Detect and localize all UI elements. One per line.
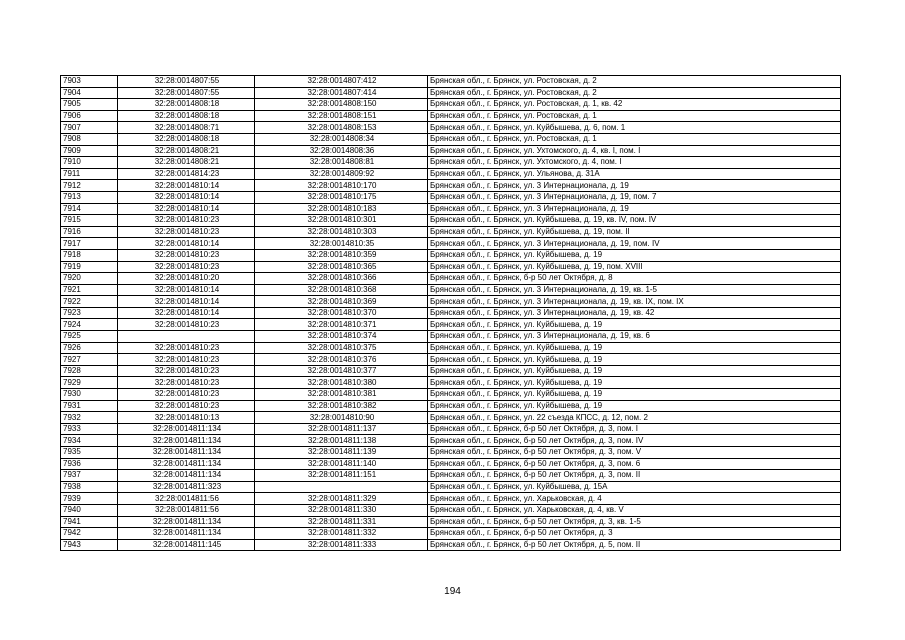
cadastral-block-cell: 32:28:0014811:134: [118, 470, 255, 482]
cadastral-block-cell: 32:28:0014810:14: [118, 284, 255, 296]
row-number-cell: 7923: [61, 307, 118, 319]
row-number-cell: 7931: [61, 400, 118, 412]
cadastral-block-cell: 32:28:0014811:56: [118, 493, 255, 505]
table-row: [61, 145, 841, 157]
cadastral-number-cell: 32:28:0014810:175: [255, 191, 428, 203]
row-number-cell: 7933: [61, 423, 118, 435]
address-cell: Брянская обл., г. Брянск, ул. Куйбышева, д. 19, пом. XVIII: [428, 261, 841, 273]
row-number-cell: 7915: [61, 215, 118, 227]
cadastral-number-cell: 32:28:0014810:382: [255, 400, 428, 412]
row-number-cell: 7925: [61, 331, 118, 343]
cadastral-block-cell: 32:28:0014810:23: [118, 389, 255, 401]
address-cell: Брянская обл., г. Брянск, ул. 3 Интернационала, д. 19, кв. IX, пом. IX: [428, 296, 841, 308]
row-number-cell: 7905: [61, 99, 118, 111]
table-row: [61, 203, 841, 215]
address-cell: Брянская обл., г. Брянск, ул. 22 съезда КПСС, д. 12, пом. 2: [428, 412, 841, 424]
address-cell: Брянская обл., г. Брянск, ул. Харьковская, д. 4: [428, 493, 841, 505]
table-row: [61, 249, 841, 261]
table-row: [61, 528, 841, 540]
row-number-cell: 7936: [61, 458, 118, 470]
table-row: [61, 122, 841, 134]
table-row: [61, 435, 841, 447]
row-number-cell: 7939: [61, 493, 118, 505]
address-cell: Брянская обл., г. Брянск, б-р 50 лет Октября, д. 3, пом. V: [428, 447, 841, 459]
table-row: [61, 238, 841, 250]
cadastral-number-cell: 32:28:0014810:375: [255, 342, 428, 354]
address-cell: Брянская обл., г. Брянск, ул. Харьковская, д. 4, кв. V: [428, 504, 841, 516]
cadastral-block-cell: 32:28:0014810:14: [118, 307, 255, 319]
cadastral-number-cell: 32:28:0014810:381: [255, 389, 428, 401]
table-row: [61, 261, 841, 273]
cadastral-number-cell: 32:28:0014810:371: [255, 319, 428, 331]
cadastral-block-cell: 32:28:0014810:23: [118, 226, 255, 238]
table-row: [61, 493, 841, 505]
cadastral-number-cell: 32:28:0014808:81: [255, 157, 428, 169]
address-cell: Брянская обл., г. Брянск, ул. 3 Интернационала, д. 19, пом. 7: [428, 191, 841, 203]
row-number-cell: 7910: [61, 157, 118, 169]
table-row: [61, 447, 841, 459]
cadastral-block-cell: 32:28:0014808:21: [118, 157, 255, 169]
row-number-cell: 7938: [61, 481, 118, 493]
cadastral-number-cell: 32:28:0014808:150: [255, 99, 428, 111]
address-cell: Брянская обл., г. Брянск, ул. Куйбышева, д. 19: [428, 400, 841, 412]
address-cell: Брянская обл., г. Брянск, ул. 3 Интернационала, д. 19: [428, 203, 841, 215]
cadastral-number-cell: 32:28:0014808:36: [255, 145, 428, 157]
address-cell: Брянская обл., г. Брянск, ул. Куйбышева, д. 19: [428, 342, 841, 354]
address-cell: Брянская обл., г. Брянск, ул. Куйбышева, д. 19: [428, 354, 841, 366]
address-cell: Брянская обл., г. Брянск, ул. Куйбышева, д. 19, кв. IV, пом. IV: [428, 215, 841, 227]
table-row: [61, 319, 841, 331]
row-number-cell: 7937: [61, 470, 118, 482]
row-number-cell: 7920: [61, 273, 118, 285]
address-cell: Брянская обл., г. Брянск, ул. Ульянова, д. 31А: [428, 168, 841, 180]
row-number-cell: 7909: [61, 145, 118, 157]
cadastral-block-cell: 32:28:0014808:18: [118, 99, 255, 111]
cadastral-block-cell: 32:28:0014808:71: [118, 122, 255, 134]
row-number-cell: 7927: [61, 354, 118, 366]
cadastral-block-cell: 32:28:0014810:23: [118, 342, 255, 354]
cadastral-block-cell: 32:28:0014810:23: [118, 261, 255, 273]
cadastral-number-cell: 32:28:0014810:183: [255, 203, 428, 215]
table-row: [61, 307, 841, 319]
cadastral-number-cell: 32:28:0014808:153: [255, 122, 428, 134]
address-cell: Брянская обл., г. Брянск, б-р 50 лет Октября, д. 3, кв. 1-5: [428, 516, 841, 528]
cadastral-number-cell: 32:28:0014810:359: [255, 249, 428, 261]
address-cell: Брянская обл., г. Брянск, ул. Куйбышева, д. 15А: [428, 481, 841, 493]
cadastral-number-cell: 32:28:0014811:330: [255, 504, 428, 516]
table-row: [61, 226, 841, 238]
row-number-cell: 7906: [61, 110, 118, 122]
cadastral-number-cell: 32:28:0014810:301: [255, 215, 428, 227]
row-number-cell: 7924: [61, 319, 118, 331]
cadastral-number-cell: 32:28:0014808:34: [255, 133, 428, 145]
cadastral-block-cell: 32:28:0014810:20: [118, 273, 255, 285]
cadastral-number-cell: 32:28:0014811:151: [255, 470, 428, 482]
row-number-cell: 7908: [61, 133, 118, 145]
cadastral-number-cell: 32:28:0014807:414: [255, 87, 428, 99]
cadastral-block-cell: 32:28:0014810:14: [118, 238, 255, 250]
row-number-cell: 7926: [61, 342, 118, 354]
cadastral-block-cell: 32:28:0014811:134: [118, 516, 255, 528]
cadastral-block-cell: 32:28:0014810:23: [118, 319, 255, 331]
row-number-cell: 7935: [61, 447, 118, 459]
cadastral-number-cell: 32:28:0014811:332: [255, 528, 428, 540]
table-row: [61, 110, 841, 122]
row-number-cell: 7929: [61, 377, 118, 389]
table-row: [61, 99, 841, 111]
address-cell: Брянская обл., г. Брянск, ул. Ростовская, д. 1: [428, 110, 841, 122]
cadastral-number-cell: 32:28:0014811:138: [255, 435, 428, 447]
page-number: 194: [444, 586, 461, 597]
address-cell: Брянская обл., г. Брянск, ул. 3 Интернационала, д. 19: [428, 180, 841, 192]
table-row: [61, 296, 841, 308]
table-row: [61, 389, 841, 401]
table-body: [61, 76, 841, 551]
table-row: [61, 365, 841, 377]
row-number-cell: 7922: [61, 296, 118, 308]
cadastral-block-cell: 32:28:0014810:23: [118, 354, 255, 366]
address-cell: Брянская обл., г. Брянск, б-р 50 лет Октября, д. 3, пом. I: [428, 423, 841, 435]
cadastral-table: [60, 75, 841, 551]
cadastral-block-cell: [118, 331, 255, 343]
table-row: [61, 470, 841, 482]
cadastral-number-cell: 32:28:0014810:368: [255, 284, 428, 296]
row-number-cell: 7912: [61, 180, 118, 192]
cadastral-number-cell: 32:28:0014811:137: [255, 423, 428, 435]
cadastral-number-cell: 32:28:0014811:140: [255, 458, 428, 470]
table-row: [61, 377, 841, 389]
table-row: [61, 516, 841, 528]
cadastral-number-cell: 32:28:0014810:366: [255, 273, 428, 285]
cadastral-block-cell: 32:28:0014810:14: [118, 203, 255, 215]
address-cell: Брянская обл., г. Брянск, ул. 3 Интернационала, д. 19, пом. IV: [428, 238, 841, 250]
table-row: [61, 273, 841, 285]
row-number-cell: 7932: [61, 412, 118, 424]
cadastral-block-cell: 32:28:0014811:145: [118, 539, 255, 551]
cadastral-block-cell: 32:28:0014811:323: [118, 481, 255, 493]
row-number-cell: 7919: [61, 261, 118, 273]
cadastral-number-cell: 32:28:0014810:377: [255, 365, 428, 377]
address-cell: Брянская обл., г. Брянск, ул. Куйбышева, д. 19: [428, 389, 841, 401]
address-cell: Брянская обл., г. Брянск, б-р 50 лет Октября, д. 3, пом. 6: [428, 458, 841, 470]
cadastral-block-cell: 32:28:0014810:23: [118, 365, 255, 377]
cadastral-block-cell: 32:28:0014811:134: [118, 447, 255, 459]
address-cell: Брянская обл., г. Брянск, ул. 3 Интернационала, д. 19, кв. 42: [428, 307, 841, 319]
cadastral-number-cell: 32:28:0014810:365: [255, 261, 428, 273]
row-number-cell: 7934: [61, 435, 118, 447]
cadastral-block-cell: 32:28:0014808:18: [118, 110, 255, 122]
table-row: [61, 458, 841, 470]
address-cell: Брянская обл., г. Брянск, ул. Ухтомского, д. 4, кв. I, пом. I: [428, 145, 841, 157]
cadastral-number-cell: 32:28:0014810:90: [255, 412, 428, 424]
address-cell: Брянская обл., г. Брянск, ул. Куйбышева, д. 6, пом. 1: [428, 122, 841, 134]
table-row: [61, 481, 841, 493]
address-cell: Брянская обл., г. Брянск, ул. Ухтомского, д. 4, пом. I: [428, 157, 841, 169]
table-row: [61, 412, 841, 424]
table-row: [61, 157, 841, 169]
table-row: [61, 400, 841, 412]
address-cell: Брянская обл., г. Брянск, б-р 50 лет Октября, д. 5, пом. II: [428, 539, 841, 551]
cadastral-block-cell: 32:28:0014810:14: [118, 296, 255, 308]
cadastral-block-cell: 32:28:0014811:134: [118, 435, 255, 447]
cadastral-block-cell: 32:28:0014807:55: [118, 76, 255, 88]
table-row: [61, 354, 841, 366]
cadastral-number-cell: 32:28:0014810:380: [255, 377, 428, 389]
cadastral-block-cell: 32:28:0014810:13: [118, 412, 255, 424]
row-number-cell: 7917: [61, 238, 118, 250]
row-number-cell: 7930: [61, 389, 118, 401]
row-number-cell: 7913: [61, 191, 118, 203]
table-row: [61, 423, 841, 435]
cadastral-number-cell: 32:28:0014811:331: [255, 516, 428, 528]
address-cell: Брянская обл., г. Брянск, ул. Куйбышева, д. 19: [428, 365, 841, 377]
cadastral-block-cell: 32:28:0014810:23: [118, 215, 255, 227]
cadastral-number-cell: 32:28:0014811:329: [255, 493, 428, 505]
cadastral-block-cell: 32:28:0014814:23: [118, 168, 255, 180]
cadastral-number-cell: 32:28:0014810:35: [255, 238, 428, 250]
cadastral-number-cell: 32:28:0014810:369: [255, 296, 428, 308]
row-number-cell: 7907: [61, 122, 118, 134]
cadastral-number-cell: 32:28:0014810:374: [255, 331, 428, 343]
cadastral-block-cell: 32:28:0014808:18: [118, 133, 255, 145]
address-cell: Брянская обл., г. Брянск, ул. Ростовская, д. 2: [428, 76, 841, 88]
cadastral-number-cell: 32:28:0014811:139: [255, 447, 428, 459]
table-row: [61, 342, 841, 354]
row-number-cell: 7918: [61, 249, 118, 261]
cadastral-number-cell: [255, 481, 428, 493]
table-row: [61, 215, 841, 227]
row-number-cell: 7916: [61, 226, 118, 238]
cadastral-number-cell: 32:28:0014810:370: [255, 307, 428, 319]
table-row: [61, 87, 841, 99]
cadastral-block-cell: 32:28:0014810:14: [118, 191, 255, 203]
cadastral-block-cell: 32:28:0014808:21: [118, 145, 255, 157]
cadastral-number-cell: 32:28:0014811:333: [255, 539, 428, 551]
table-row: [61, 539, 841, 551]
cadastral-block-cell: 32:28:0014807:55: [118, 87, 255, 99]
cadastral-number-cell: 32:28:0014808:151: [255, 110, 428, 122]
address-cell: Брянская обл., г. Брянск, б-р 50 лет Октября, д. 3: [428, 528, 841, 540]
cadastral-block-cell: 32:28:0014811:134: [118, 458, 255, 470]
cadastral-block-cell: 32:28:0014811:134: [118, 423, 255, 435]
row-number-cell: 7941: [61, 516, 118, 528]
table-row: [61, 504, 841, 516]
row-number-cell: 7903: [61, 76, 118, 88]
table-row: [61, 331, 841, 343]
cadastral-number-cell: 32:28:0014810:376: [255, 354, 428, 366]
address-cell: Брянская обл., г. Брянск, ул. 3 Интернационала, д. 19, кв. 1-5: [428, 284, 841, 296]
row-number-cell: 7911: [61, 168, 118, 180]
address-cell: Брянская обл., г. Брянск, ул. Куйбышева, д. 19: [428, 377, 841, 389]
table-row: [61, 180, 841, 192]
table-row: [61, 191, 841, 203]
address-cell: Брянская обл., г. Брянск, ул. 3 Интернационала, д. 19, кв. 6: [428, 331, 841, 343]
cadastral-block-cell: 32:28:0014811:56: [118, 504, 255, 516]
address-cell: Брянская обл., г. Брянск, ул. Куйбышева, д. 19: [428, 319, 841, 331]
cadastral-block-cell: 32:28:0014810:14: [118, 180, 255, 192]
table-row: [61, 76, 841, 88]
address-cell: Брянская обл., г. Брянск, б-р 50 лет Октября, д. 3, пом. IV: [428, 435, 841, 447]
cadastral-number-cell: 32:28:0014807:412: [255, 76, 428, 88]
cadastral-block-cell: 32:28:0014810:23: [118, 249, 255, 261]
row-number-cell: 7904: [61, 87, 118, 99]
row-number-cell: 7921: [61, 284, 118, 296]
cadastral-number-cell: 32:28:0014810:170: [255, 180, 428, 192]
row-number-cell: 7943: [61, 539, 118, 551]
cadastral-block-cell: 32:28:0014811:134: [118, 528, 255, 540]
cadastral-block-cell: 32:28:0014810:23: [118, 377, 255, 389]
address-cell: Брянская обл., г. Брянск, б-р 50 лет Октября, д. 8: [428, 273, 841, 285]
address-cell: Брянская обл., г. Брянск, ул. Куйбышева, д. 19, пом. II: [428, 226, 841, 238]
address-cell: Брянская обл., г. Брянск, ул. Ростовская, д. 1, кв. 42: [428, 99, 841, 111]
cadastral-number-cell: 32:28:0014810:303: [255, 226, 428, 238]
address-cell: Брянская обл., г. Брянск, ул. Ростовская, д. 1: [428, 133, 841, 145]
row-number-cell: 7928: [61, 365, 118, 377]
row-number-cell: 7940: [61, 504, 118, 516]
table-row: [61, 168, 841, 180]
address-cell: Брянская обл., г. Брянск, ул. Куйбышева, д. 19: [428, 249, 841, 261]
cadastral-number-cell: 32:28:0014809:92: [255, 168, 428, 180]
address-cell: Брянская обл., г. Брянск, ул. Ростовская, д. 2: [428, 87, 841, 99]
row-number-cell: 7942: [61, 528, 118, 540]
cadastral-block-cell: 32:28:0014810:23: [118, 400, 255, 412]
table-row: [61, 133, 841, 145]
row-number-cell: 7914: [61, 203, 118, 215]
address-cell: Брянская обл., г. Брянск, б-р 50 лет Октября, д. 3, пом. II: [428, 470, 841, 482]
table-row: [61, 284, 841, 296]
